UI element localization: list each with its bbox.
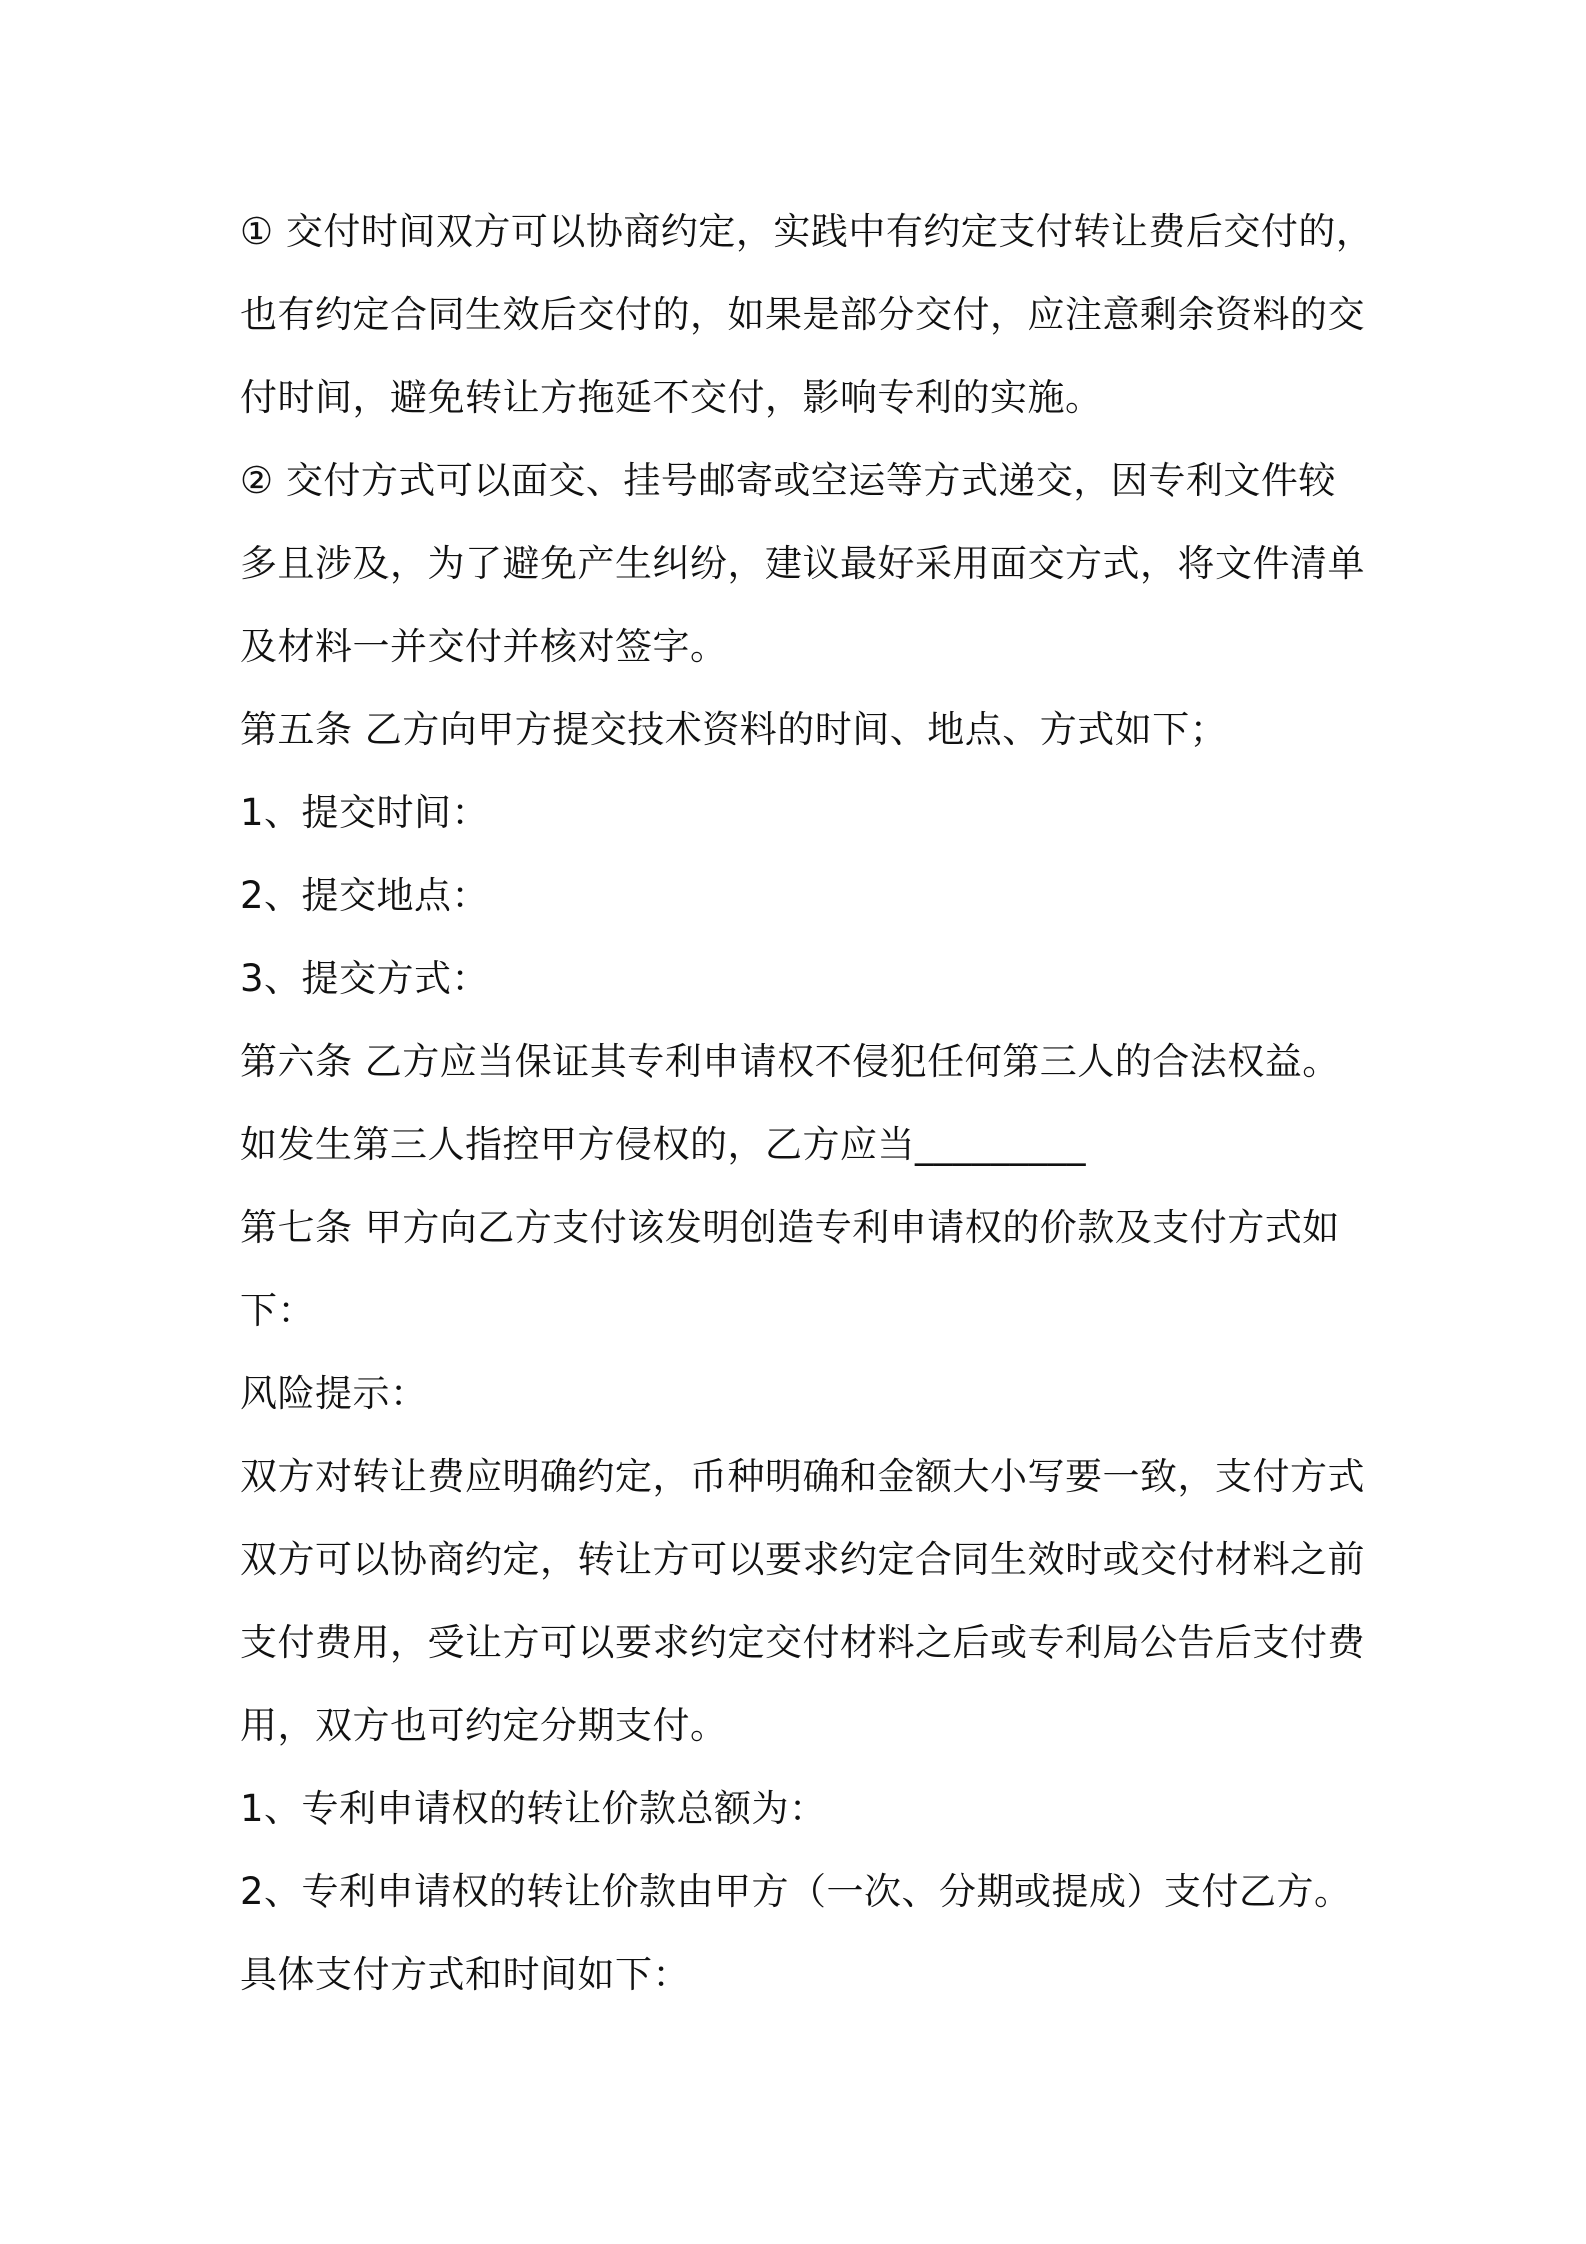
text-line: 付时间，避免转让方拖延不交付，影响专利的实施。 — [240, 376, 1103, 419]
text-line: 用，双方也可约定分期支付。 — [240, 1704, 728, 1747]
text-line: 支付费用，受让方可以要求约定交付材料之后或专利局公告后支付费 — [240, 1621, 1365, 1664]
text-line: 具体支付方式和时间如下： — [240, 1953, 690, 1996]
list-item: 1、专利申请权的转让价款总额为： — [240, 1787, 827, 1830]
text-line: 双方可以协商约定，转让方可以要求约定合同生效时或交付材料之前 — [240, 1538, 1365, 1581]
list-item: 1、提交时间： — [240, 791, 490, 834]
risk-note-heading: 风险提示： — [240, 1372, 428, 1415]
text-line: 如发生第三人指控甲方侵权的，乙方应当_________ — [240, 1123, 1086, 1166]
text-line: 也有约定合同生效后交付的，如果是部分交付，应注意剩余资料的交 — [240, 293, 1365, 336]
document-body — [240, 190, 1374, 2016]
text-line: 下： — [240, 1289, 315, 1332]
list-item: 2、提交地点： — [240, 874, 490, 917]
list-item: 2、专利申请权的转让价款由甲方（一次、分期或提成）支付乙方。 — [240, 1870, 1352, 1913]
text-line: ② 交付方式可以面交、挂号邮寄或空运等方式递交，因专利文件较 — [240, 459, 1336, 502]
text-line: 及材料一并交付并核对签字。 — [240, 625, 728, 668]
article-heading: 第七条 甲方向乙方支付该发明创造专利申请权的价款及支付方式如 — [240, 1206, 1340, 1249]
text-line: 双方对转让费应明确约定，币种明确和金额大小写要一致，支付方式 — [240, 1455, 1365, 1498]
text-line: ① 交付时间双方可以协商约定，实践中有约定支付转让费后交付的， — [240, 210, 1374, 253]
text-line: 多且涉及，为了避免产生纠纷，建议最好采用面交方式，将文件清单 — [240, 542, 1365, 585]
article-heading: 第六条 乙方应当保证其专利申请权不侵犯任何第三人的合法权益。 — [240, 1040, 1340, 1083]
article-heading: 第五条 乙方向甲方提交技术资料的时间、地点、方式如下； — [240, 708, 1228, 751]
list-item: 3、提交方式： — [240, 957, 490, 1000]
